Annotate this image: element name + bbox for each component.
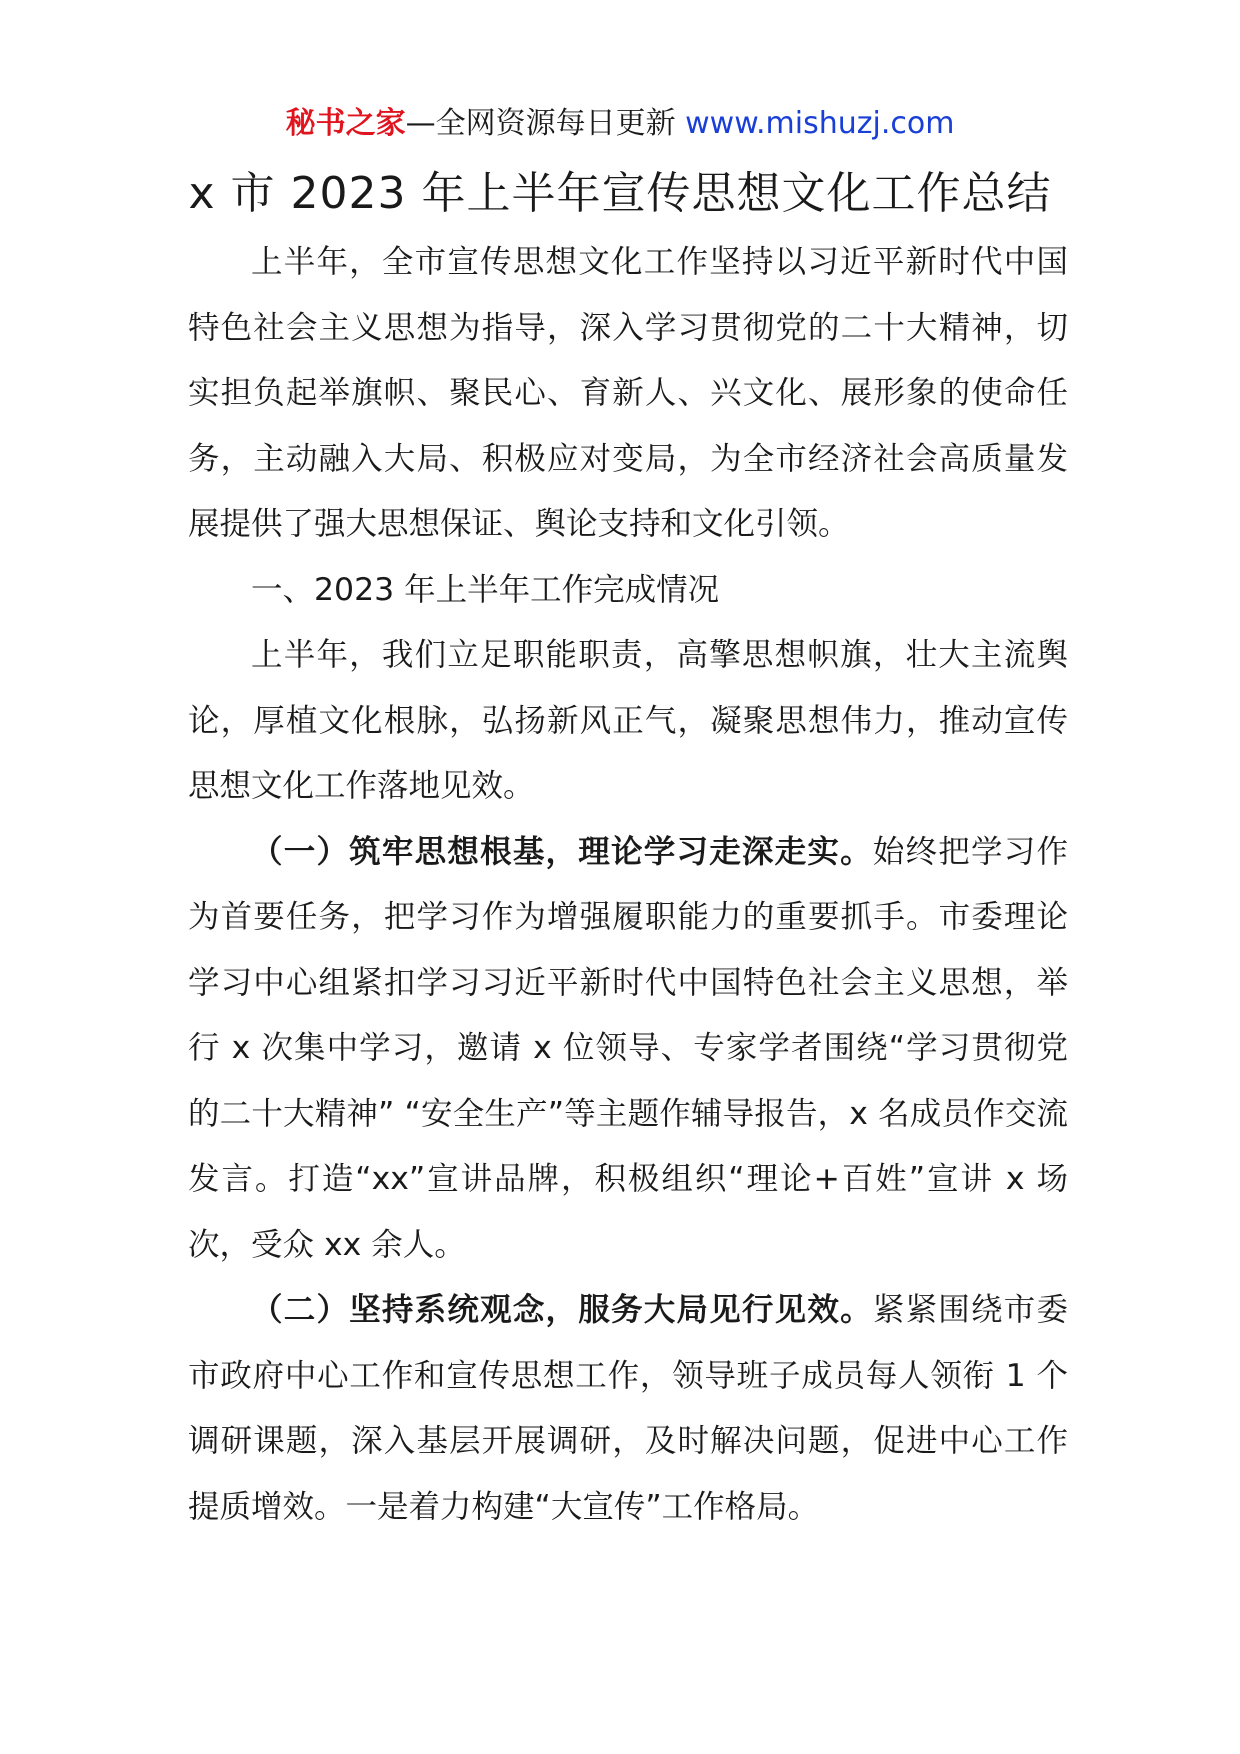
subsection-body-1: 始终把学习作为首要任务，把学习作为增强履职能力的重要抓手。市委理论学习中心组紧扣学习习近平新时代中国特色社会主义思想，举行 x 次集中学习，邀请 x 位领导、专家学者围绕“学习贯彻党的二十大精神” “安全生产”等主题作辅导报告，x 名成员作交流发言。打造“xx”宣讲品牌，积极组织“理论+百姓”宣讲 x 场次，受众 xx 余人。 [188,833,1068,1263]
site-banner [0,104,1240,144]
subsection-paragraph-1 [188,820,1068,1279]
section-heading: 一、2023 年上半年工作完成情况 [251,571,720,608]
subsection-body-2: 紧紧围绕市委市政府中心工作和宣传思想工作，领导班子成员每人领衔 1 个调研课题，深入基层开展调研，及时解决问题，促进中心工作提质增效。一是着力构建“大宣传”工作格局。 [188,1292,1068,1525]
document-body [188,230,1068,1540]
document-title: x 市 2023 年上半年宣传思想文化工作总结 [188,168,1052,219]
site-url-link[interactable]: www.mishuzj.com [685,106,955,141]
brand-name: 秘书之家 [285,106,406,141]
subsection-heading-1: （一）筑牢思想根基，理论学习走深走实。 [251,833,873,870]
summary-paragraph: 上半年，我们立足职能职责，高擎思想帜旗，壮大主流舆论，厚植文化根脉，弘扬新风正气，凝聚思想伟力，推动宣传思想文化工作落地见效。 [188,637,1068,804]
banner-tagline: —全网资源每日更新 [405,106,676,141]
subsection-paragraph-2 [188,1278,1068,1540]
subsection-heading-2: （二）坚持系统观念，服务大局见行见效。 [251,1292,873,1328]
intro-paragraph: 上半年，全市宣传思想文化工作坚持以习近平新时代中国特色社会主义思想为指导，深入学习贯彻党的二十大精神，切实担负起举旗帜、聚民心、育新人、兴文化、展形象的使命任务，主动融入大局、积极应对变局，为全市经济社会高质量发展提供了强大思想保证、舆论支持和文化引领。 [188,244,1068,542]
